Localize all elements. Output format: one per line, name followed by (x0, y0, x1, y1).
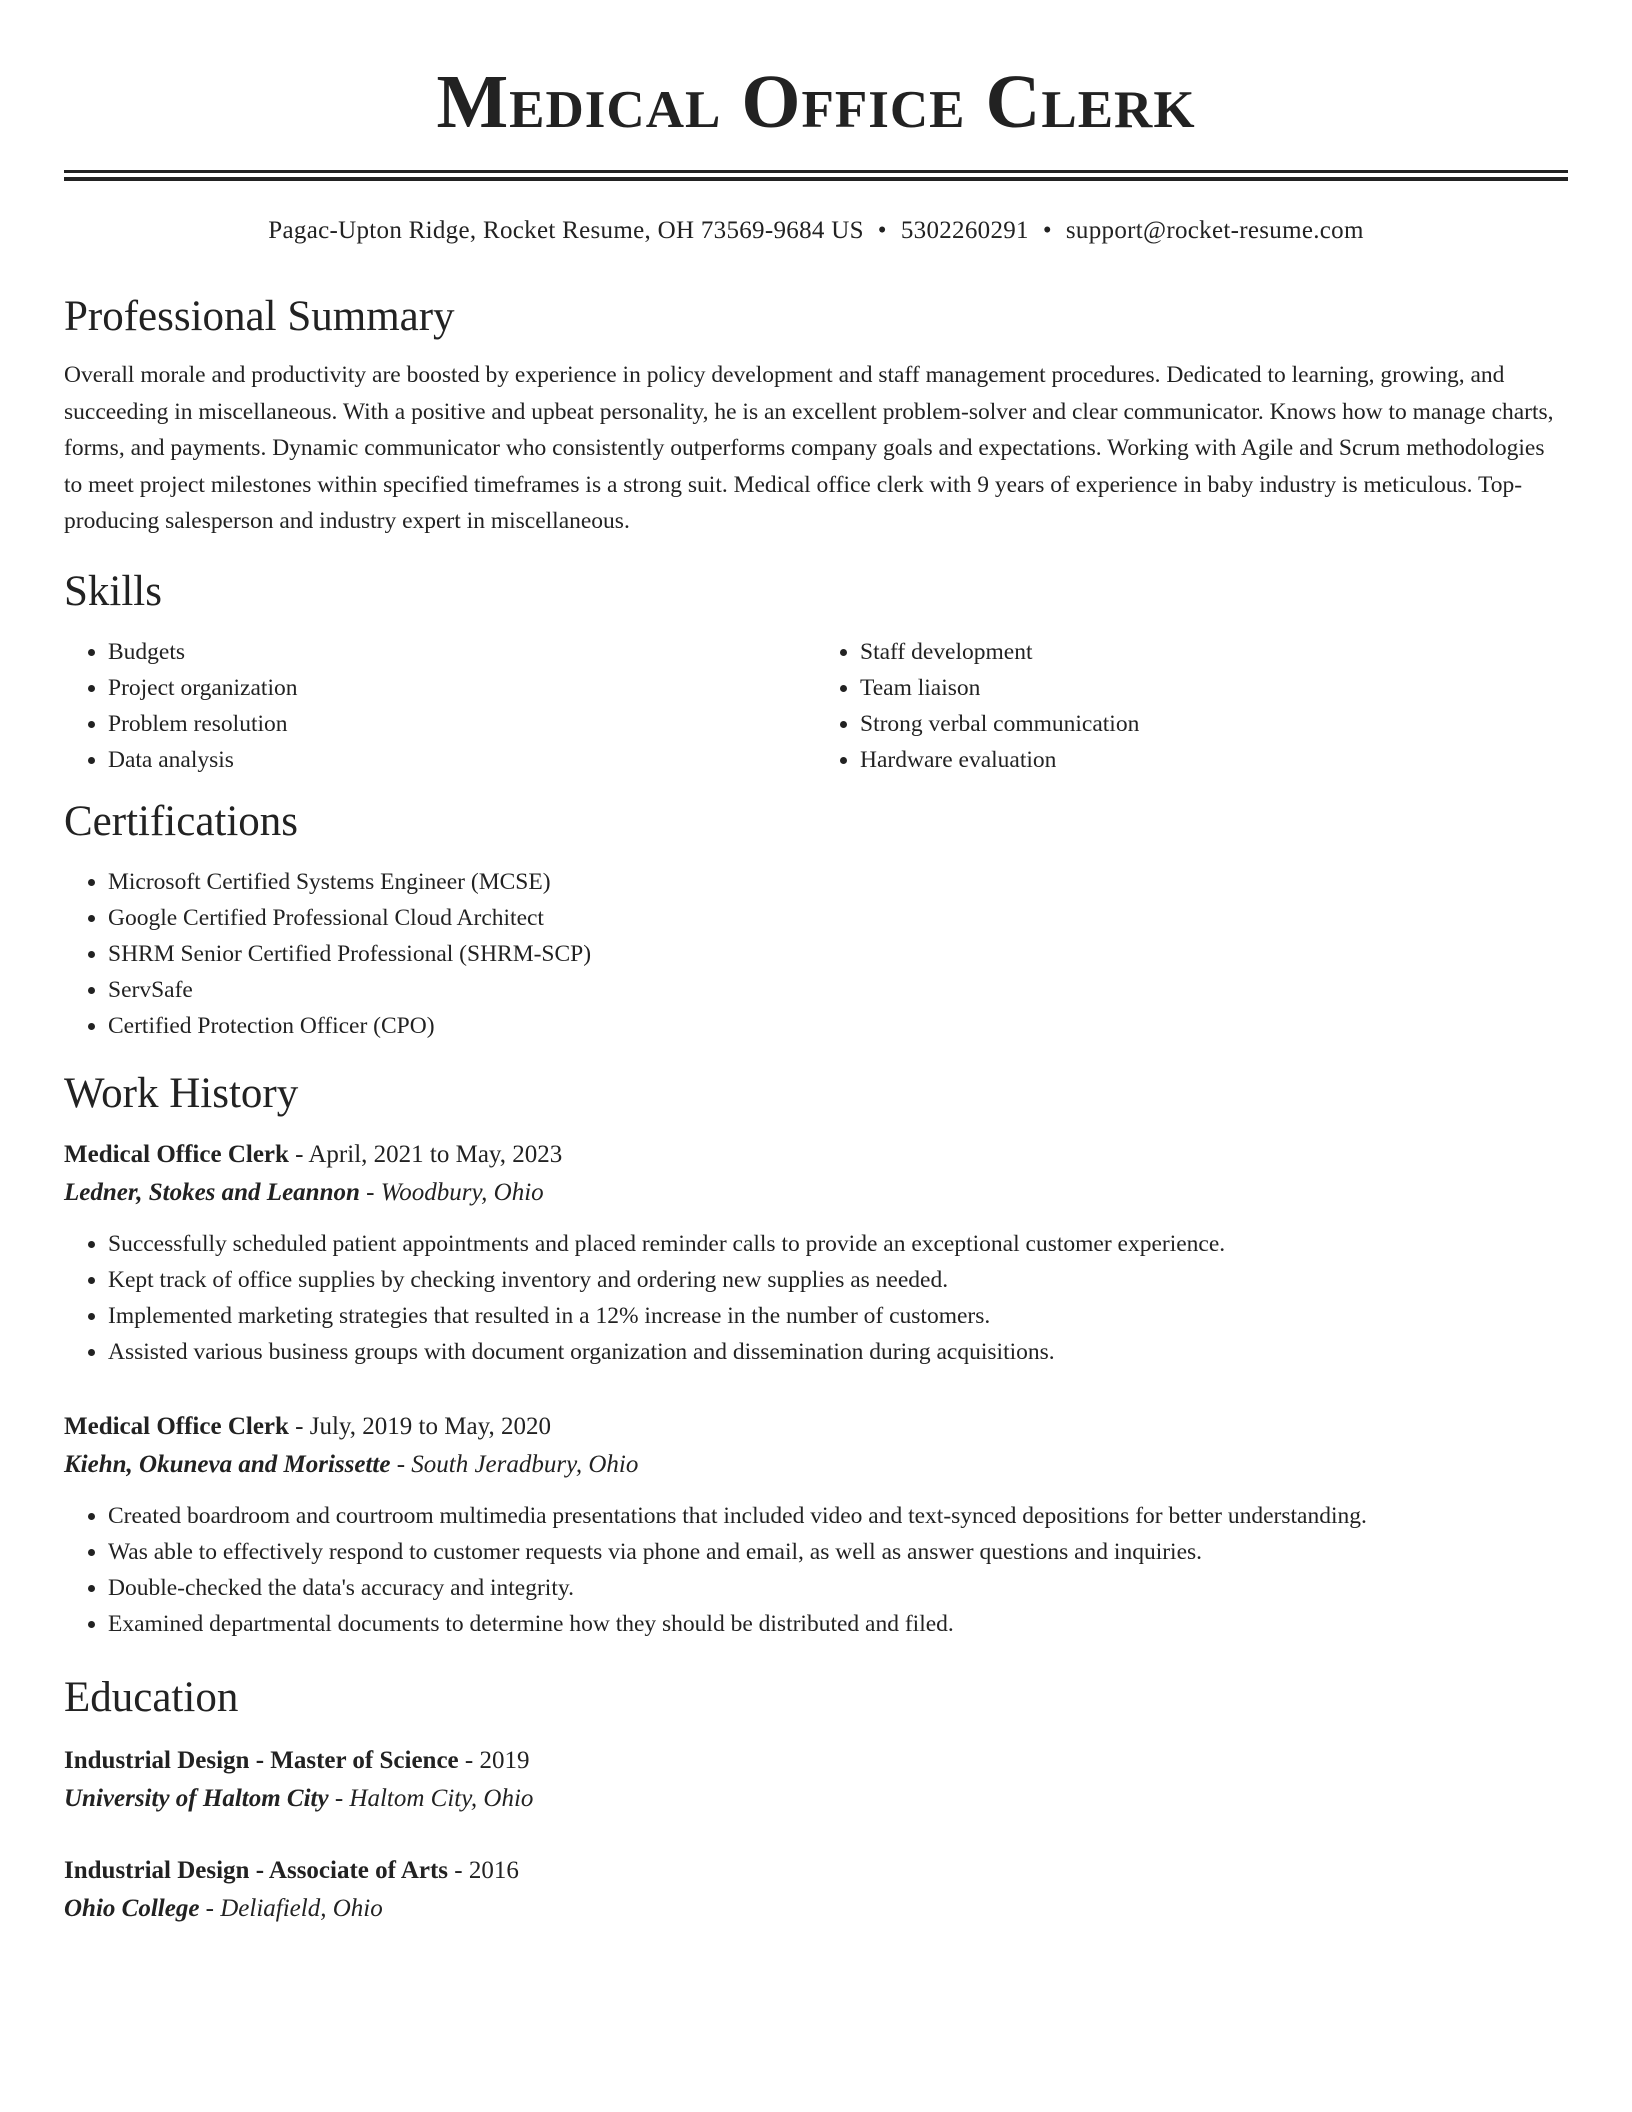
job-employer (64, 1446, 1568, 1484)
job-heading (64, 1136, 1568, 1174)
education-location: - Deliafield, Ohio (199, 1894, 383, 1922)
skills-column-right (816, 634, 1568, 778)
contact-email: support@rocket-resume.com (1065, 217, 1364, 244)
job-bullet: • Implemented marketing strategies that resulted in a 12% increase in the number of customers. (108, 1298, 1568, 1334)
job-bullet: • Kept track of office supplies by checking inventory and ordering new supplies as needed. (108, 1262, 1568, 1298)
skill-item: • Budgets (108, 634, 816, 670)
section-title-summary: Professional Summary (64, 293, 455, 340)
education-school-line (64, 1780, 1568, 1818)
resume-name: Medical Office Clerk (436, 60, 1196, 144)
job-location: - Woodbury, Ohio (359, 1178, 544, 1206)
education-degree: Industrial Design - Associate of Arts (64, 1856, 449, 1884)
education-heading (64, 1742, 1568, 1780)
contact-address: Pagac-Upton Ridge, Rocket Resume, OH 73569-9684 US (268, 217, 864, 244)
certification-item: • Microsoft Certified Systems Engineer (MCSE) (108, 864, 1568, 900)
certification-item: • Certified Protection Officer (CPO) (108, 1008, 1568, 1044)
education-location: - Haltom City, Ohio (328, 1784, 534, 1812)
header-divider (64, 170, 1568, 181)
education-entry (64, 1742, 1568, 1818)
skills-list (64, 634, 1568, 778)
education-entry (64, 1852, 1568, 1928)
contact-separator: • (1042, 217, 1052, 244)
job-company: Ledner, Stokes and Leannon (64, 1178, 360, 1206)
education-school: University of Haltom City (64, 1784, 329, 1812)
skill-item: • Team liaison (860, 670, 1568, 706)
section-title-certifications: Certifications (64, 797, 299, 845)
education-year: - 2019 (458, 1746, 530, 1774)
skill-item: • Staff development (860, 634, 1568, 670)
section-title-education: Education (64, 1673, 239, 1721)
job-bullet: • Was able to effectively respond to customer requests via phone and email, as well as answer questions and inquiries. (108, 1534, 1568, 1570)
job-role: Medical Office Clerk (64, 1140, 289, 1168)
skill-item: • Strong verbal communication (860, 706, 1568, 742)
job-entry (64, 1136, 1568, 1370)
job-company: Kiehn, Okuneva and Morissette (64, 1450, 391, 1478)
job-entry (64, 1408, 1568, 1642)
job-dates: - April, 2021 to May, 2023 (288, 1140, 563, 1168)
job-bullet: • Double-checked the data's accuracy and integrity. (108, 1570, 1568, 1606)
job-bullets (64, 1498, 1568, 1642)
certification-item: • SHRM Senior Certified Professional (SHRM-SCP) (108, 936, 1568, 972)
job-bullet: • Successfully scheduled patient appointments and placed reminder calls to provide an exceptional customer experience. (108, 1226, 1568, 1262)
job-employer (64, 1174, 1568, 1212)
job-bullet: • Assisted various business groups with document organization and dissemination during acquisitions. (108, 1334, 1568, 1370)
job-heading (64, 1408, 1568, 1446)
certification-item: • ServSafe (108, 972, 1568, 1008)
skill-item: • Problem resolution (108, 706, 816, 742)
job-bullet: • Created boardroom and courtroom multimedia presentations that included video and text-synced depositions for better understanding. (108, 1498, 1568, 1534)
section-title-work-history: Work History (64, 1069, 299, 1117)
education-year: - 2016 (448, 1856, 519, 1884)
contact-separator: • (877, 217, 887, 244)
skills-column-left (64, 634, 816, 778)
job-location: - South Jeradbury, Ohio (390, 1450, 639, 1478)
education-heading (64, 1852, 1568, 1890)
education-degree: Industrial Design - Master of Science (64, 1746, 459, 1774)
job-bullet: • Examined departmental documents to determine how they should be distributed and filed. (108, 1606, 1568, 1642)
certification-item: • Google Certified Professional Cloud Architect (108, 900, 1568, 936)
skill-item: • Data analysis (108, 742, 816, 778)
certifications-list (64, 864, 1568, 1044)
job-role: Medical Office Clerk (64, 1412, 289, 1440)
skill-item: • Hardware evaluation (860, 742, 1568, 778)
education-school-line (64, 1890, 1568, 1928)
job-dates: - July, 2019 to May, 2020 (288, 1412, 551, 1440)
summary-text: Overall morale and productivity are boosted by experience in policy development and staff management procedures. Dedicated to learning, growing, and succeeding in miscellaneous. With a positive and upbeat personality, he is an excellent problem-solver and clear communicator. Knows how to manage charts, forms, and payments. Dynamic communicator who consistently outperforms company goals and expectations. Working with Agile and Scrum methodologies to meet project milestones within specified timeframes is a strong suit. Medical office clerk with 9 years of experience in baby industry is meticulous. Top-producing salesperson and industry expert in miscellaneous. (64, 362, 1554, 534)
job-bullets (64, 1226, 1568, 1370)
contact-line (64, 215, 1568, 247)
skill-item: • Project organization (108, 670, 816, 706)
contact-phone: 5302260291 (900, 217, 1029, 244)
section-title-skills: Skills (64, 567, 162, 615)
education-school: Ohio College (64, 1894, 200, 1922)
